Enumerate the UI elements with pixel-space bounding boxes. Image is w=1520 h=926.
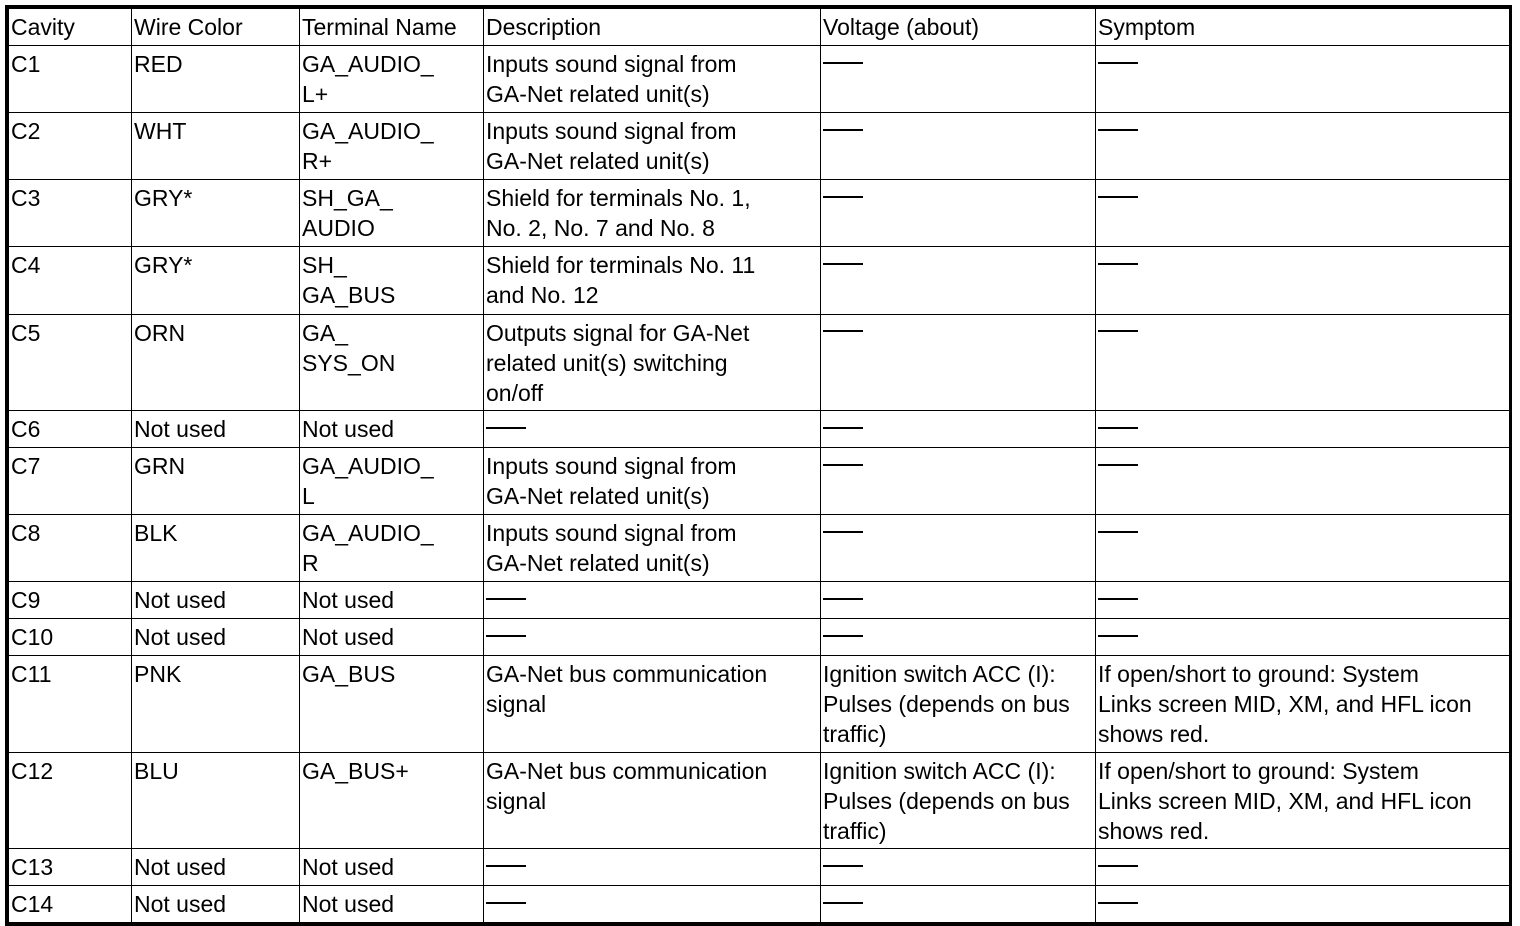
cell-voltage [821,46,1096,113]
dash-placeholder [823,464,863,466]
table-row [9,447,1510,514]
cell-wire-color: Not used [132,410,300,447]
cell-cavity: C7 [9,447,132,514]
cell-symptom [1096,582,1510,619]
cell-terminal-name: GA_AUDIO_ R [300,515,484,582]
cell-description: GA-Net bus communication signal [484,656,821,752]
cell-description: Outputs signal for GA-Net related unit(s) switching on/off [484,314,821,410]
cell-wire-color: PNK [132,656,300,752]
cell-voltage [821,314,1096,410]
cell-symptom [1096,619,1510,656]
dash-placeholder [486,635,526,637]
table-row [9,582,1510,619]
dash-placeholder [823,129,863,131]
table-row [9,515,1510,582]
cell-description [484,885,821,922]
cell-terminal-name: GA_BUS+ [300,752,484,848]
cell-terminal-name: Not used [300,848,484,885]
dash-placeholder [1098,330,1138,332]
cell-terminal-name: Not used [300,885,484,922]
dash-placeholder [1098,196,1138,198]
cell-terminal-name: GA_ SYS_ON [300,314,484,410]
dash-placeholder [823,263,863,265]
cell-symptom: If open/short to ground: System Links screen MID, XM, and HFL icon shows red. [1096,656,1510,752]
cell-symptom [1096,885,1510,922]
cell-description [484,848,821,885]
cell-wire-color: ORN [132,314,300,410]
dash-placeholder [823,902,863,904]
cell-voltage [821,113,1096,180]
cell-voltage [821,447,1096,514]
dash-placeholder [1098,902,1138,904]
header-symptom: Symptom [1096,9,1510,46]
cell-cavity: C10 [9,619,132,656]
cell-symptom [1096,180,1510,247]
cell-voltage [821,410,1096,447]
cell-description: GA-Net bus communication signal [484,752,821,848]
cell-description: Shield for terminals No. 11 and No. 12 [484,247,821,314]
header-cavity: Cavity [9,9,132,46]
cell-cavity: C3 [9,180,132,247]
dash-placeholder [1098,635,1138,637]
table-row [9,848,1510,885]
cell-voltage [821,885,1096,922]
cell-description: Inputs sound signal from GA-Net related unit(s) [484,447,821,514]
cell-symptom [1096,314,1510,410]
cell-voltage [821,247,1096,314]
cell-cavity: C1 [9,46,132,113]
cell-description: Inputs sound signal from GA-Net related unit(s) [484,515,821,582]
cell-cavity: C4 [9,247,132,314]
dash-placeholder [1098,62,1138,64]
cell-cavity: C11 [9,656,132,752]
cell-voltage [821,848,1096,885]
header-wire-color: Wire Color [132,9,300,46]
dash-placeholder [1098,464,1138,466]
cell-voltage [821,515,1096,582]
cell-description [484,619,821,656]
dash-placeholder [486,865,526,867]
cell-voltage [821,619,1096,656]
table-row [9,46,1510,113]
cell-description: Inputs sound signal from GA-Net related unit(s) [484,46,821,113]
dash-placeholder [823,196,863,198]
cell-cavity: C14 [9,885,132,922]
cell-description [484,582,821,619]
cell-terminal-name: SH_GA_ AUDIO [300,180,484,247]
cell-wire-color: Not used [132,848,300,885]
cell-symptom [1096,848,1510,885]
table-row [9,656,1510,752]
cell-voltage: Ignition switch ACC (I): Pulses (depends on bus traffic) [821,656,1096,752]
cell-cavity: C9 [9,582,132,619]
dash-placeholder [823,62,863,64]
cell-description [484,410,821,447]
dash-placeholder [1098,263,1138,265]
cell-terminal-name: Not used [300,619,484,656]
dash-placeholder [486,902,526,904]
header-voltage: Voltage (about) [821,9,1096,46]
table-row [9,619,1510,656]
table-row [9,314,1510,410]
cell-wire-color: GRN [132,447,300,514]
cell-cavity: C2 [9,113,132,180]
dash-placeholder [823,635,863,637]
cell-symptom: If open/short to ground: System Links screen MID, XM, and HFL icon shows red. [1096,752,1510,848]
table-row [9,113,1510,180]
dash-placeholder [486,598,526,600]
table-row [9,752,1510,848]
cell-voltage: Ignition switch ACC (I): Pulses (depends on bus traffic) [821,752,1096,848]
cell-symptom [1096,410,1510,447]
dash-placeholder [823,330,863,332]
cell-terminal-name: GA_AUDIO_ R+ [300,113,484,180]
table-row [9,885,1510,922]
cell-cavity: C8 [9,515,132,582]
cell-cavity: C12 [9,752,132,848]
cell-terminal-name: GA_AUDIO_ L [300,447,484,514]
cell-wire-color: Not used [132,582,300,619]
dash-placeholder [1098,598,1138,600]
cell-wire-color: Not used [132,619,300,656]
table-row [9,410,1510,447]
cell-wire-color: GRY* [132,247,300,314]
dash-placeholder [486,427,526,429]
cell-description: Inputs sound signal from GA-Net related unit(s) [484,113,821,180]
cell-terminal-name: Not used [300,410,484,447]
cell-symptom [1096,46,1510,113]
cell-wire-color: RED [132,46,300,113]
table-row [9,180,1510,247]
cell-terminal-name: GA_BUS [300,656,484,752]
cell-symptom [1096,113,1510,180]
cell-terminal-name: SH_ GA_BUS [300,247,484,314]
dash-placeholder [1098,865,1138,867]
dash-placeholder [823,531,863,533]
cell-symptom [1096,447,1510,514]
connector-pinout-table [8,8,1510,923]
table-header-row [9,9,1510,46]
table-row [9,247,1510,314]
cell-symptom [1096,515,1510,582]
cell-description: Shield for terminals No. 1, No. 2, No. 7 and No. 8 [484,180,821,247]
dash-placeholder [1098,129,1138,131]
cell-terminal-name: Not used [300,582,484,619]
cell-wire-color: BLU [132,752,300,848]
dash-placeholder [1098,531,1138,533]
cell-wire-color: GRY* [132,180,300,247]
cell-wire-color: BLK [132,515,300,582]
cell-cavity: C5 [9,314,132,410]
dash-placeholder [823,865,863,867]
cell-voltage [821,582,1096,619]
cell-cavity: C13 [9,848,132,885]
cell-cavity: C6 [9,410,132,447]
cell-voltage [821,180,1096,247]
cell-terminal-name: GA_AUDIO_ L+ [300,46,484,113]
header-description: Description [484,9,821,46]
cell-wire-color: Not used [132,885,300,922]
header-terminal-name: Terminal Name [300,9,484,46]
cell-symptom [1096,247,1510,314]
cell-wire-color: WHT [132,113,300,180]
dash-placeholder [1098,427,1138,429]
dash-placeholder [823,427,863,429]
connector-table-frame [5,5,1512,926]
dash-placeholder [823,598,863,600]
